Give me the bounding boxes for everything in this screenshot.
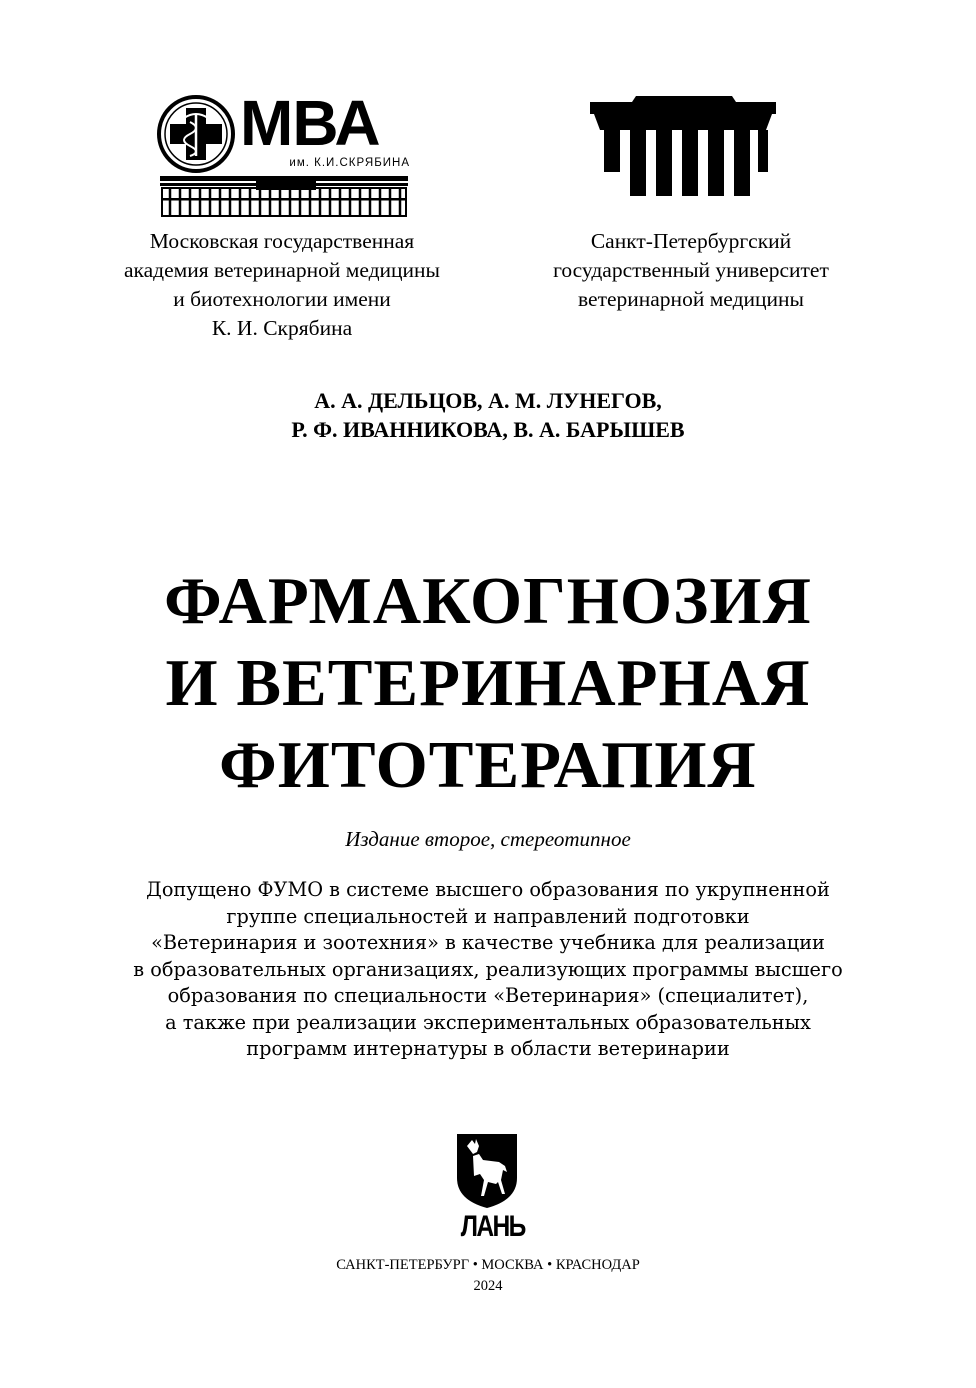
publisher-logo-text: ЛАНЬ bbox=[460, 1210, 525, 1243]
approval-line: а также при реализации экспериментальных образовательных bbox=[165, 1010, 811, 1034]
book-title bbox=[0, 560, 976, 806]
approval-line: программ интернатуры в области ветеринарии bbox=[246, 1037, 730, 1060]
columns-portico-icon bbox=[590, 92, 776, 198]
publisher-logo bbox=[455, 1132, 525, 1252]
approval-line: «Ветеринария и зоотехния» в качестве учебника для реализации bbox=[151, 931, 825, 954]
approval-line: образования по специальности «Ветеринария» (специалитет), bbox=[167, 984, 809, 1007]
institution-left-line: Московская государственная bbox=[149, 229, 415, 253]
mva-logo-text: МВА bbox=[240, 87, 380, 159]
doe-shield-icon bbox=[455, 1132, 519, 1210]
institution-left-line: и биотехнологии имени bbox=[173, 287, 391, 311]
institution-left-line: К. И. Скрябина bbox=[211, 316, 353, 340]
book-title-line: ФАРМАКОГНОЗИЯ bbox=[164, 564, 812, 638]
spb-university-logo bbox=[590, 92, 776, 198]
mva-logo-subtext: им. К.И.СКРЯБИНА bbox=[289, 157, 410, 169]
mva-logo bbox=[156, 87, 412, 218]
approval-line: группе специальностей и направлений подготовки bbox=[226, 904, 750, 928]
edition-note: Издание второе, стереотипное bbox=[345, 827, 631, 851]
approval-line: в образовательных организациях, реализующих программы высшего bbox=[133, 957, 843, 981]
authors-line: А. А. ДЕЛЬЦОВ, А. М. ЛУНЕГОВ, bbox=[314, 388, 662, 413]
imprint-year: 2024 bbox=[473, 1278, 503, 1294]
institution-right bbox=[512, 227, 870, 314]
institution-left-line: академия ветеринарной медицины bbox=[123, 258, 441, 282]
institution-right-line: ветеринарной медицины bbox=[578, 287, 804, 311]
institution-left bbox=[82, 227, 482, 343]
institution-right-line: Санкт-Петербургский bbox=[590, 229, 792, 253]
institution-right-line: государственный университет bbox=[553, 258, 829, 282]
approval-text bbox=[0, 877, 976, 1063]
book-title-line: И ВЕТЕРИНАРНАЯ bbox=[165, 646, 811, 720]
authors-line: Р. Ф. ИВАННИКОВА, В. А. БАРЫШЕВ bbox=[291, 417, 685, 442]
approval-line: Допущено ФУМО в системе высшего образования по укрупненной bbox=[146, 878, 830, 901]
book-title-line: ФИТОТЕРАПИЯ bbox=[219, 728, 757, 802]
imprint-cities: САНКТ-ПЕТЕРБУРГ • МОСКВА • КРАСНОДАР bbox=[336, 1257, 640, 1273]
authors bbox=[0, 386, 976, 444]
